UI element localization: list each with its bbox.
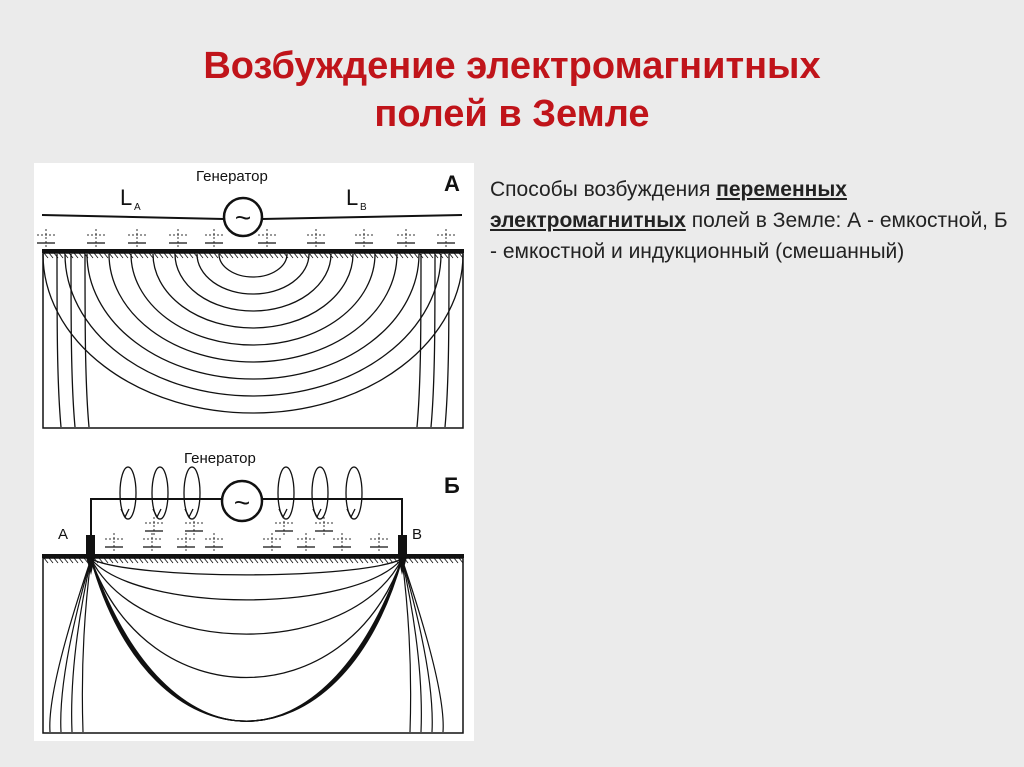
field-line: [109, 254, 397, 362]
field-line-side: [71, 254, 75, 427]
figure-panel: [34, 163, 474, 741]
description-text: [490, 174, 1010, 267]
slide-title-line-2: полей в Земле: [374, 93, 650, 135]
field-line: [197, 254, 309, 294]
field-line: [91, 559, 402, 721]
field-lines-a: [43, 254, 463, 427]
electrode-label-a: А: [58, 526, 69, 543]
field-line: [131, 254, 375, 345]
field-line: [91, 559, 402, 721]
description-part-1: Способы возбуждения: [490, 178, 717, 201]
field-line-side: [85, 254, 89, 427]
generator-label-b: Генератор: [184, 450, 256, 467]
excitation-diagram: [34, 163, 474, 741]
field-line-side: [445, 254, 449, 427]
field-line: [91, 559, 402, 721]
panel-label-b: Б: [444, 473, 460, 498]
slide-title-line-1: Возбуждение электромагнитных: [203, 45, 821, 87]
field-line-outer: [402, 559, 443, 732]
description-emphasis: переменных электромагнитных: [490, 178, 847, 232]
generator-label-a: Генератор: [196, 168, 268, 185]
description-part-2: полей в Земле: А - емкостной, Б - емкостной и индукционный (смешанный): [490, 209, 1008, 263]
diagram-b: [42, 450, 464, 733]
field-line: [87, 254, 419, 379]
field-line-side: [57, 254, 61, 427]
field-line: [43, 254, 463, 413]
generator-a-symbol: ~: [234, 202, 252, 233]
slide-title: [0, 42, 1024, 138]
electrode-label-b: В: [412, 526, 423, 543]
field-line-side: [431, 254, 435, 427]
wire-label-lb-sub: B: [360, 202, 367, 213]
diagram-a: [37, 168, 464, 428]
wire-label-lb: L: [346, 185, 359, 210]
electrode-a: [86, 535, 95, 557]
field-line: [91, 559, 402, 721]
field-line: [153, 254, 353, 328]
wire-label-la-sub: A: [134, 202, 141, 213]
capacitor-signs-b: [105, 517, 388, 553]
wire-la: [42, 215, 224, 219]
wire-label-la: L: [120, 185, 133, 210]
electrode-b: [398, 535, 407, 557]
generator-b-symbol: ~: [233, 487, 251, 518]
wire-lb: [262, 215, 462, 219]
panel-label-a: А: [444, 171, 460, 196]
earth-section-a: [43, 253, 463, 428]
field-line-side: [417, 254, 421, 427]
field-line-outer: [50, 559, 91, 732]
field-line: [91, 559, 402, 600]
field-line: [65, 254, 441, 396]
earth-section-b: [43, 558, 463, 733]
field-line: [91, 559, 402, 634]
field-line: [91, 559, 402, 721]
field-lines-b: [50, 559, 443, 732]
